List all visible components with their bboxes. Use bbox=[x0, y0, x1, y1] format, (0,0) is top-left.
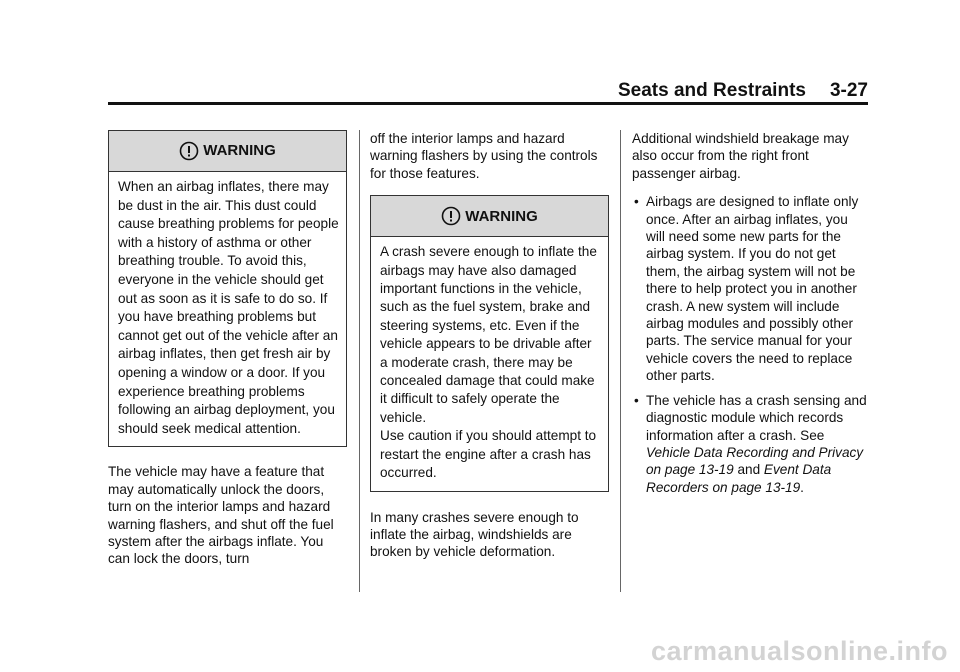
body-paragraph: The vehicle may have a feature that may automatically unlock the doors, turn on the interior lamps and hazard warning flashers, and shut off the fuel system after the airbags inflate. You can lock the doors, turn bbox=[108, 464, 334, 567]
warning-icon bbox=[179, 141, 199, 161]
warning-text-2: Use caution if you should attempt to restart the engine after a crash has occurred. bbox=[380, 428, 597, 481]
bullet-text: Airbags are designed to inflate only once. After an airbag inflates, you will need some new parts for the airbag system. If you do not get them, the airbag system will not be there to help protect you in another crash. A new system will include airbag modules and possibly other parts. The service manual for your vehicle covers the need to replace other parts. bbox=[646, 194, 859, 384]
page-header bbox=[108, 80, 868, 102]
warning-header bbox=[109, 131, 346, 172]
section-title: Seats and Restraints bbox=[618, 80, 806, 101]
bullet-text-joiner: and bbox=[733, 462, 764, 478]
body-continuation: off the interior lamps and hazard warning flashers by using the controls for those features. bbox=[370, 131, 598, 181]
bullet-item bbox=[632, 392, 868, 496]
column-2 bbox=[370, 130, 609, 561]
bullet-text: The vehicle has a crash sensing and diagnostic module which records information after a crash. See bbox=[646, 392, 867, 443]
header-rule bbox=[108, 102, 868, 105]
warning-icon bbox=[441, 206, 461, 226]
warning-text: A crash severe enough to inflate the airbags may have also damaged important functions in the vehicle, such as the fuel system, brake and steering systems, etc. Even if the vehicle appears to be drivable after a moderate crash, there may be concealed damage that could make it difficult to safely operate the vehicle. bbox=[380, 244, 597, 425]
bullet-text-end: . bbox=[800, 479, 804, 495]
warning-header bbox=[371, 196, 608, 237]
bullet-item bbox=[632, 193, 868, 384]
bullet-icon: • bbox=[634, 194, 639, 210]
warning-text: When an airbag inflates, there may be dust in the air. This dust could cause breathing problems for people with a history of asthma or other breathing trouble. To avoid this, everyone in the vehicle should get out as soon as it is safe to do so. If you have breathing problems but cannot get out of the vehicle after an airbag inflates, then get fresh air by opening a window or a door. If you experience breathing problems following an airbag deployment, you should seek medical attention. bbox=[118, 179, 339, 436]
warning-title: WARNING bbox=[465, 207, 538, 225]
bullet-icon: • bbox=[634, 392, 639, 408]
column-divider-2 bbox=[620, 130, 621, 592]
warning-box-crash bbox=[370, 195, 609, 491]
warning-box-dust bbox=[108, 130, 347, 447]
warning-title: WARNING bbox=[203, 142, 276, 160]
page-number: 3-27 bbox=[829, 80, 868, 101]
column-3 bbox=[632, 130, 868, 496]
cross-reference-link[interactable]: Event Data Recorders on page 13-19 bbox=[646, 462, 832, 495]
watermark: carmanualsonline.info bbox=[650, 636, 948, 666]
cross-reference-link[interactable]: Vehicle Data Recording and Privacy on page 13-19 bbox=[646, 444, 864, 478]
body-paragraph: Additional windshield breakage may also occur from the right front passenger airbag. bbox=[632, 131, 849, 181]
column-1 bbox=[108, 130, 347, 568]
column-divider-1 bbox=[359, 130, 360, 592]
body-paragraph: In many crashes severe enough to inflate the airbag, windshields are broken by vehicle deformation. bbox=[370, 509, 579, 560]
